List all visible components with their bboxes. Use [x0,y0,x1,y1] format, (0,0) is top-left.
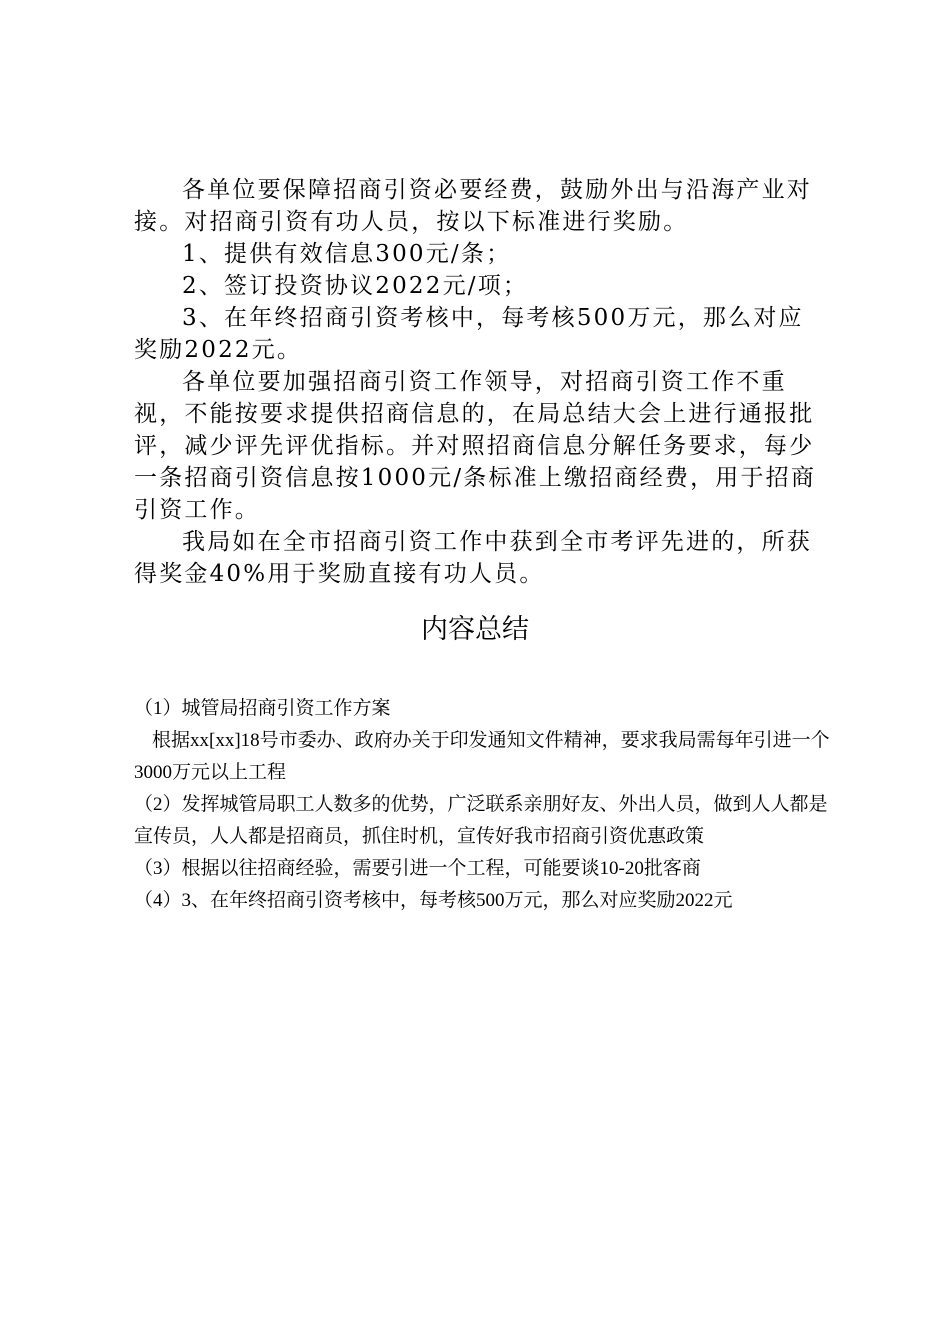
paragraph-bonus: 我局如在全市招商引资工作中获到全市考评先进的，所获得奖金40%用于奖励直接有功人员。 [134,529,812,587]
summary-section [134,693,834,917]
reward-item-1: 1、提供有效信息300元/条； [182,241,512,267]
reward-item-2: 2、签订投资协议2022元/项； [182,273,529,299]
reward-item-3-line-2: 奖励2022元。 [134,337,303,363]
document-body [134,174,834,590]
summary-item-4: （4）3、在年终招商引资考核中，每考核500万元，那么对应奖励2022元 [134,890,733,911]
paragraph-funding: 各单位要保障招商引资必要经费，鼓励外出与沿海产业对接。对招商引资有功人员，按以下标准进行奖励。 [134,177,812,235]
summary-title: 内容总结 [421,614,529,645]
reward-item-3-line-1: 3、在年终招商引资考核中，每考核500万元，那么对应 [182,305,804,331]
summary-item-2: （2）发挥城管局职工人数多的优势，广泛联系亲朋好友、外出人员，做到人人都是宣传员，人人都是招商员，抓住时机，宣传好我市招商引资优惠政策 [134,794,828,847]
paragraph-leadership: 各单位要加强招商引资工作领导，对招商引资工作不重视，不能按要求提供招商信息的，在局总结大会上进行通报批评，减少评先评优指标。并对照招商信息分解任务要求，每少一条招商引资信息按1000元/条标准上缴招商经费，用于招商引资工作。 [134,369,817,523]
summary-item-1-detail: 根据xx[xx]18号市委办、政府办关于印发通知文件精神，要求我局需每年引进一个3000万元以上工程 [134,730,830,783]
summary-item-1: （1）城管局招商引资工作方案 [134,698,391,719]
summary-item-3: （3）根据以往招商经验，需要引进一个工程，可能要谈10-20批客商 [134,858,701,879]
